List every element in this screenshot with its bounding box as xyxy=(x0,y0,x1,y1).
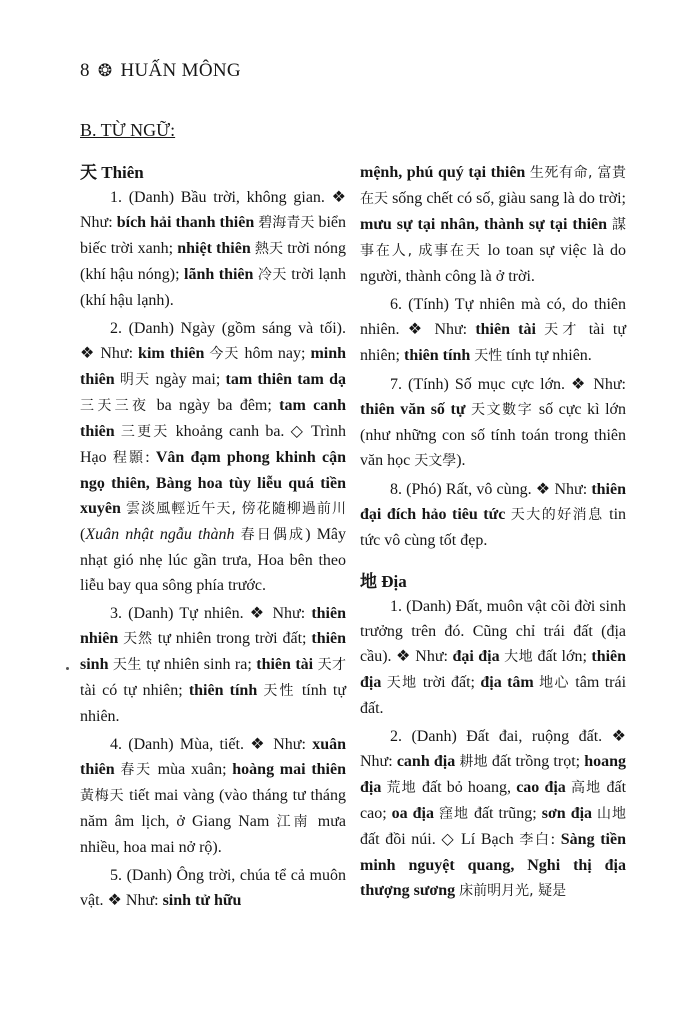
book-title: HUẤN MÔNG xyxy=(120,60,241,81)
sense-continuation: mệnh, phú quý tại thiên 生死有命, 富貴在天 sống chết có số, giàu sang là do trời; mưu sự tại nhân, thành sự tại thiên 謀事在人, 成事在天 lo toan sự việc là do người, thành công là ở trời. xyxy=(360,164,627,285)
sense-paragraph: 1. (Danh) Đất, muôn vật cõi đời sinh trưởng trên đó. Cũng chỉ trái đất (địa cầu). ❖ Như: đại địa 大地 đất lớn; thiên địa 天地 trời đất; địa tâm 地心 tâm trái đất. xyxy=(360,598,627,717)
running-header xyxy=(80,60,241,82)
ornament-icon: ❂ xyxy=(97,61,113,80)
entry-headword: 天 Thiên xyxy=(80,163,144,182)
sense-paragraph: 3. (Danh) Tự nhiên. ❖ Như: thiên nhiên 天然 tự nhiên trong trời đất; thiên sinh 天生 tự nhiên sinh ra; thiên tài 天才 tài có tự nhiên; thiên tính 天性 tính tự nhiên. xyxy=(80,605,347,725)
entry-headword: 地 Địa xyxy=(360,572,407,591)
page-number: 8 xyxy=(80,60,90,81)
sense-paragraph: 7. (Tính) Số mục cực lớn. ❖ Như: thiên văn số tự 天文數字 số cực kì lớn (như những con số tính toán trong thiên văn học 天文學). xyxy=(360,376,627,469)
margin-dot-icon xyxy=(66,667,69,670)
sense-paragraph: 2. (Danh) Đất đai, ruộng đất. ❖ Như: canh địa 耕地 đất trồng trọt; hoang địa 荒地 đất bỏ hoang, cao địa 高地 đất cao; oa địa 窪地 đất trũng; sơn địa 山地 đất đồi núi. ◇ Lí Bạch 李白: Sàng tiền minh nguyệt quang, Nghi thị địa thượng sương 床前明月光, 疑是 xyxy=(360,728,627,899)
sense-paragraph: 6. (Tính) Tự nhiên mà có, do thiên nhiên. ❖ Như: thiên tài 天才 tài tự nhiên; thiên tính 天性 tính tự nhiên. xyxy=(360,296,626,364)
sense-paragraph: 2. (Danh) Ngày (gồm sáng và tối). ❖ Như: kim thiên 今天 hôm nay; minh thiên 明天 ngày mai; tam thiên tam dạ 三天三夜 ba ngày ba đêm; tam canh thiên 三更天 khoảng canh ba. ◇ Trình Hạo 程顥: Vân đạm phong khinh cận ngọ thiên, Bàng hoa tùy liễu quá tiền xuyên 雲淡風輕近午天, 傍花隨柳過前川 (Xuân nhật ngẫu thành 春日偶成) Mây nhạt gió nhẹ lúc gần trưa, Hoa bên theo liễu bay qua sông phía trước. xyxy=(80,320,347,594)
left-column xyxy=(80,160,346,916)
sense-paragraph: 4. (Danh) Mùa, tiết. ❖ Như: xuân thiên 春天 mùa xuân; hoàng mai thiên 黃梅天 tiết mai vàng (vào tháng tư tháng năm âm lịch, ở Giang Nam 江南 mưa nhiều, hoa mai nở rộ). xyxy=(80,736,347,856)
sense-paragraph: 1. (Danh) Bầu trời, không gian. ❖ Như: bích hải thanh thiên 碧海青天 biển biếc trời xanh; nhiệt thiên 熱天 trời nóng (khí hậu nóng); lãnh thiên 冷天 trời lạnh (khí hậu lạnh). xyxy=(80,189,347,309)
right-column xyxy=(360,160,626,907)
sense-paragraph: 5. (Danh) Ông trời, chúa tể cả muôn vật. ❖ Như: sinh tử hữu xyxy=(80,867,346,909)
section-title: B. TỪ NGỮ: xyxy=(80,120,176,140)
sense-paragraph: 8. (Phó) Rất, vô cùng. ❖ Như: thiên đại đích hảo tiêu tức 天大的好消息 tin tức vô cùng tốt đẹp. xyxy=(360,481,627,549)
